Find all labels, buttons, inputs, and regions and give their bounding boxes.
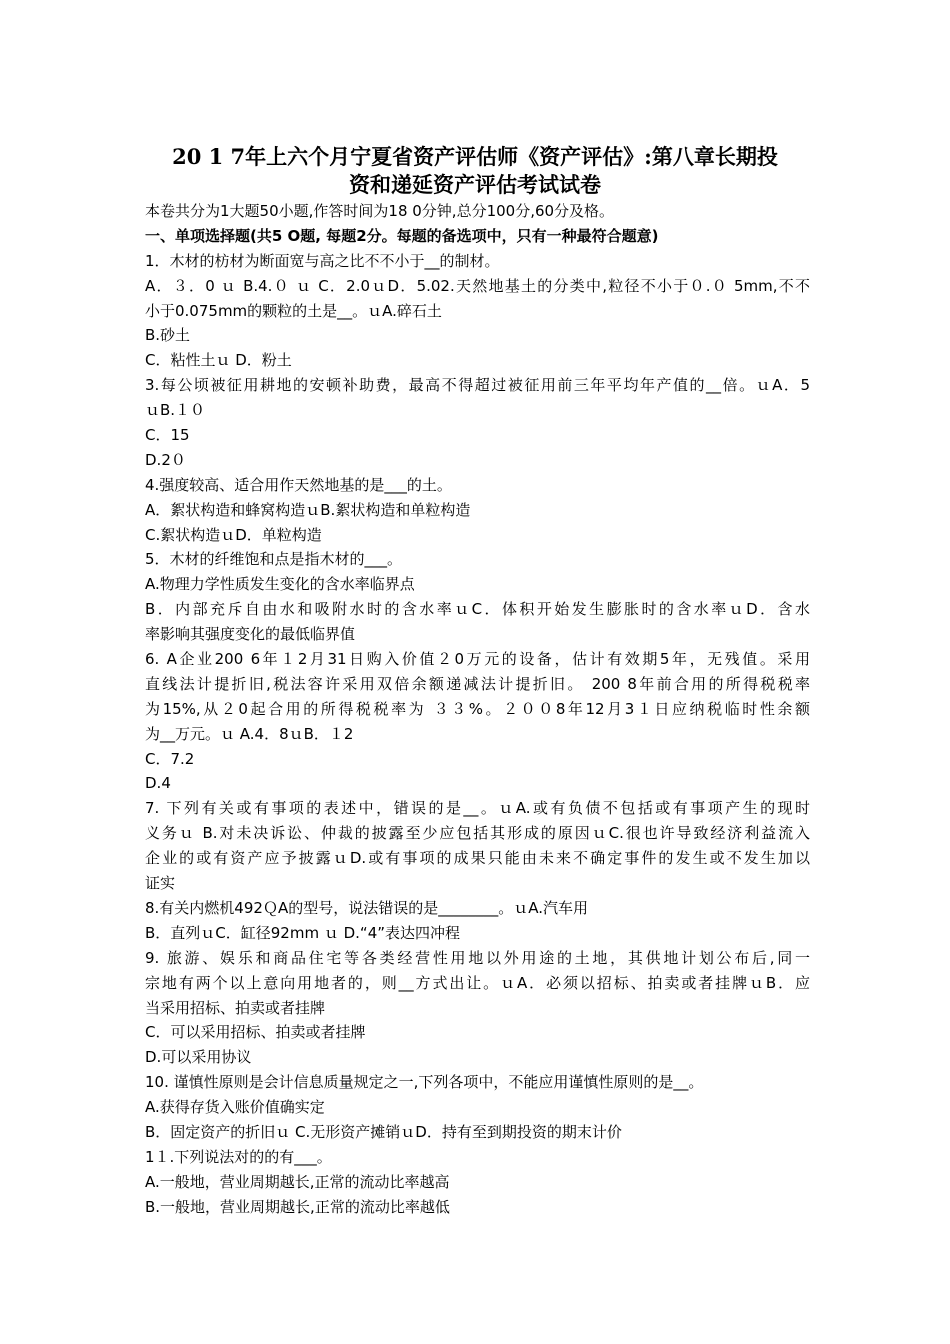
question-4: 4.强度较高、适合用作天然地基的是___的土。	[145, 475, 452, 494]
question-8: 8.有关内燃机492ＱA的型号，说法错误的是________。ｕA.汽车用	[145, 898, 588, 917]
title-line-2: 资和递延资产评估考试试卷	[349, 172, 601, 197]
exam-info: 本卷共分为1大题50小题,作答时间为18 0分钟,总分100分,60分及格。	[145, 202, 615, 220]
question-5-option-d-cont: 率影响其强度变化的最低临界值	[145, 625, 356, 644]
question-11-option-b: B.一般地，营业周期越长,正常的流动比率越低	[145, 1197, 450, 1216]
question-6-options-ab: 为__万元。ｕ A.4．8ｕB．１2	[145, 724, 354, 743]
section-heading: 一、单项选择题(共5 O题, 每题2分。每题的备选项中，只有一种最符合题意)	[145, 226, 659, 245]
question-3-option-b: ｕB.１０	[145, 401, 206, 420]
question-2-options-cd: C．粘性土ｕ D．粉土	[145, 351, 292, 370]
question-9-cont-1: 宗地有两个以上意向用地者的，则__方式出让。ｕA．必须以招标、拍卖或者挂牌ｕB．应	[145, 973, 810, 992]
question-5-option-a: A.物理力学性质发生变化的含水率临界点	[145, 575, 415, 594]
question-7-cont-2: 企业的或有资产应予披露ｕD.或有事项的成果只能由未来不确定事件的发生或不发生加以	[145, 849, 810, 868]
question-10: 10. 谨慎性原则是会计信息质量规定之一,下列各项中，不能应用谨慎性原则的是__。	[145, 1073, 704, 1092]
question-7-cont-3: 证实	[145, 874, 176, 893]
question-8-options: B．直列ｕC．缸径92mm ｕ D.“4”表达四冲程	[145, 923, 461, 942]
question-9-cont-2: 当采用招标、拍卖或者挂牌	[145, 998, 326, 1017]
question-9-option-c: C．可以采用招标、拍卖或者挂牌	[145, 1023, 366, 1042]
document-body	[145, 199, 810, 1220]
question-6-cont-1: 直线法计提折旧,税法容许采用双倍余额递减法计提折旧。 200 8年前合用的所得税税率	[145, 674, 810, 693]
question-6: 6. A企业200 6年１2月31日购入价值２0万元的设备，估计有效期5年，无残值。采用	[145, 650, 810, 669]
question-2-cont: 小于0.075mm的颗粒的土是__。ｕA.碎石土	[145, 301, 442, 320]
question-4-options-ab: A．絮状构造和蜂窝构造ｕB.絮状构造和单粒构造	[145, 500, 471, 519]
question-6-option-d: D.4	[145, 774, 171, 793]
question-7-cont-1: 义务ｕ B.对未决诉讼、仲裁的披露至少应包括其形成的原因ｕC.很也许导致经济利益流入	[145, 824, 810, 843]
question-2-option-b: B.砂土	[145, 326, 191, 345]
question-10-options-bcd: B．固定资产的折旧ｕ C.无形资产摊销ｕD．持有至到期投资的期末计价	[145, 1122, 622, 1141]
question-3-option-c: C．15	[145, 426, 190, 445]
question-5-options-bcd: B．内部充斥自由水和吸附水时的含水率ｕC．体积开始发生膨胀时的含水率ｕD．含水	[145, 600, 810, 619]
question-4-options-cd: C.絮状构造ｕD．单粒构造	[145, 525, 322, 544]
question-6-cont-2: 为15%,从２0起合用的所得税税率为 ３３%。２００8年12月3１日应纳税临时性余额	[145, 699, 810, 718]
document-title	[140, 143, 810, 199]
question-10-option-a: A.获得存货入账价值确实定	[145, 1098, 325, 1117]
question-9: 9. 旅游、娱乐和商品住宅等各类经营性用地以外用途的土地，其供地计划公布后,同一	[145, 948, 810, 967]
question-3-option-d: D.2０	[145, 450, 186, 469]
question-7: 7. 下列有关或有事项的表述中，错误的是__。ｕA.或有负债不包括或有事项产生的现时	[145, 799, 810, 818]
question-1: 1．木材的枋材为断面宽与高之比不不小于__的制材。	[145, 251, 500, 270]
question-6-option-c: C．7.2	[145, 749, 195, 768]
question-9-option-d: D.可以采用协议	[145, 1048, 252, 1067]
question-11-option-a: A.一般地，营业周期越长,正常的流动比率越高	[145, 1172, 450, 1191]
question-3: 3.每公顷被征用耕地的安顿补助费，最高不得超过被征用前三年平均年产值的__倍。ｕA．5	[145, 376, 810, 395]
question-5: 5．木材的纤维饱和点是指木材的___。	[145, 550, 403, 569]
question-1-options: A．３．0 ｕ B.4.０ ｕ C．2.0ｕD．5.02.天然地基土的分类中,粒径不小于０.０ 5mm,不不	[145, 276, 810, 295]
title-line-1: 20 1 7年上六个月宁夏省资产评估师《资产评估》:第八章长期投	[172, 144, 778, 169]
question-11: 1１.下列说法对的的有___。	[145, 1147, 332, 1166]
